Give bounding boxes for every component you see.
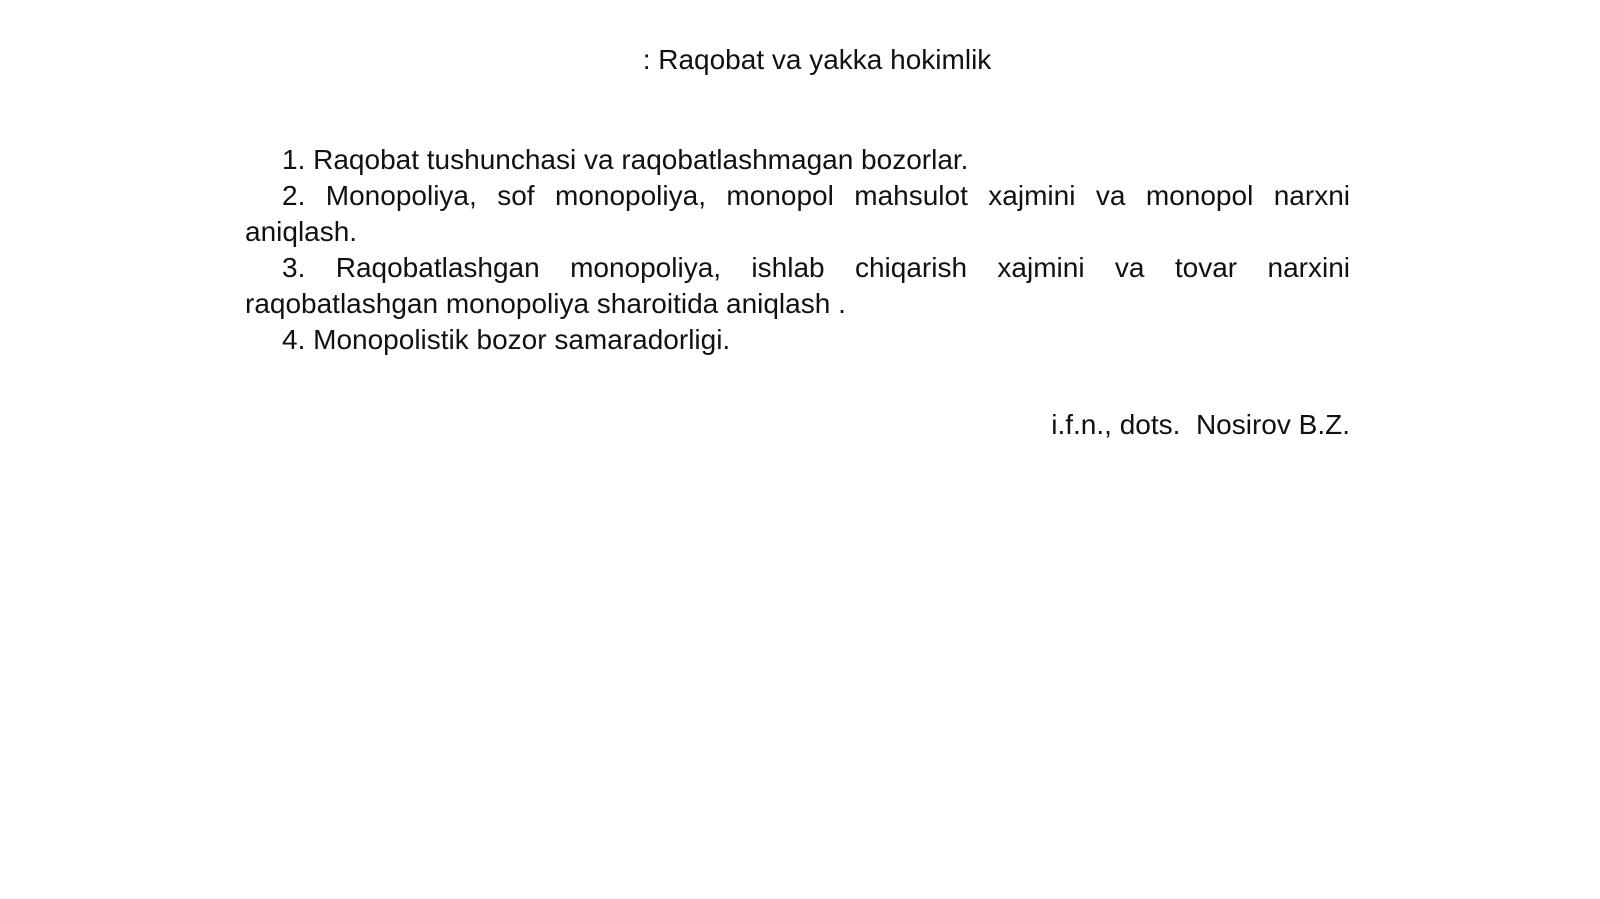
author-signature-text: i.f.n., dots. Nosirov B.Z. [1051,409,1350,440]
topic-item-3: 3. Raqobatlashgan monopoliya, ishlab chiqarish xajmini va tovar narxini raqobatlashgan monopoliya sharoitida aniqlash . [245,252,1350,319]
topic-item-2: 2. Monopoliya, sof monopoliya, monopol mahsulot xajmini va monopol narxni aniqlash. [245,180,1350,247]
document-title: : Raqobat va yakka hokimlik [642,44,992,75]
topic-list [245,142,1350,358]
topic-item-1: 1. Raqobat tushunchasi va raqobatlashmagan bozorlar. [282,144,969,175]
topic-item-4: 4. Monopolistik bozor samaradorligi. [282,324,731,355]
